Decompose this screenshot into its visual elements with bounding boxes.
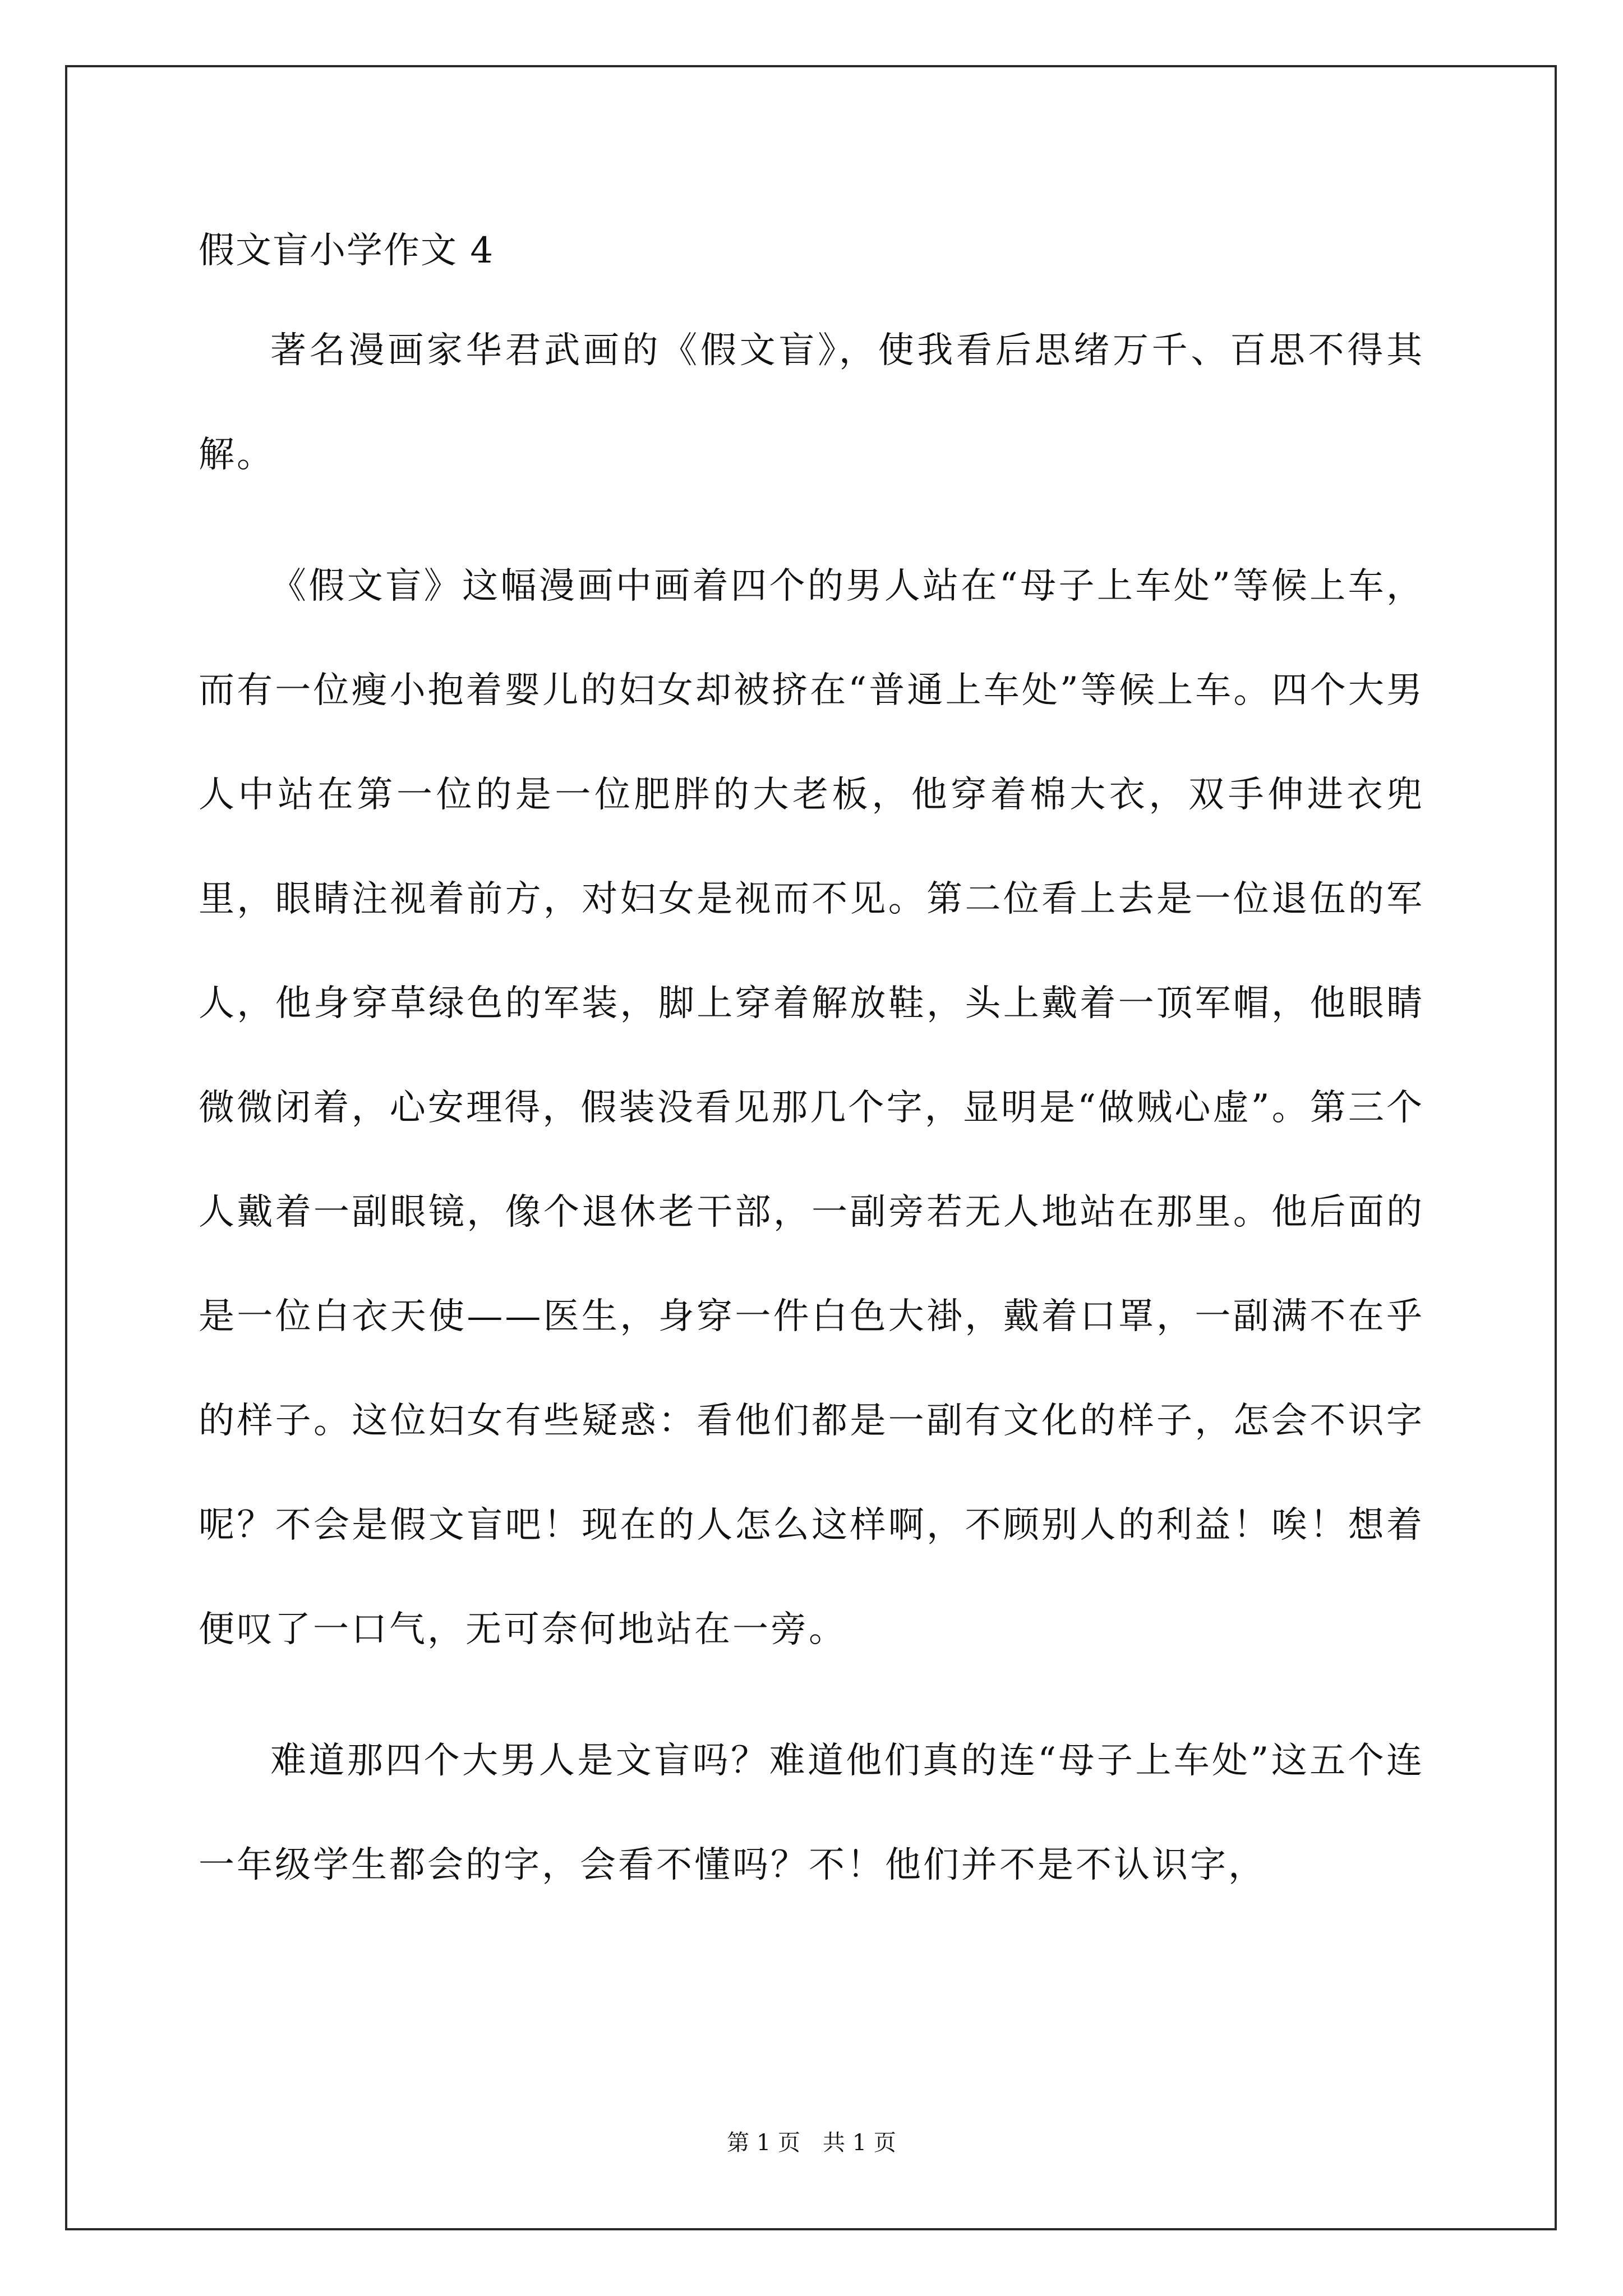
paragraph-3: 难道那四个大男人是文盲吗？难道他们真的连“母子上车处”这五个连一年级学生都会的字，会看不懂吗？不！他们并不是不认识字， xyxy=(199,1740,1424,1886)
document-body xyxy=(199,214,1424,1917)
paragraph-2: 《假文盲》这幅漫画中画着四个的男人站在“母子上车处”等候上车，而有一位瘦小抱着婴儿的妇女却被挤在“普通上车处”等候上车。四个大男人中站在第一位的是一位肥胖的大老板，他穿着棉大衣，双手伸进衣兜里，眼睛注视着前方，对妇女是视而不见。第二位看上去是一位退伍的军人，他身穿草绿色的军装，脚上穿着解放鞋，头上戴着一顶军帽，他眼睛微微闭着，心安理得，假装没看见那几个字，显明是“做贼心虚”。第三个人戴着一副眼镜，像个退休老干部，一副旁若无人地站在那里。他后面的是一位白衣天使——医生，身穿一件白色大褂，戴着口罩，一副满不在乎的样子。这位妇女有些疑惑：看他们都是一副有文化的样子，怎会不识字呢？不会是假文盲吧！现在的人怎么这样啊，不顾别人的利益！唉！想着便叹了一口气，无可奈何地站在一旁。 xyxy=(199,565,1424,1650)
document-title: 假文盲小学作文 4 xyxy=(199,230,495,272)
paragraph-1: 著名漫画家华君武画的《假文盲》，使我看后思绪万千、百思不得其解。 xyxy=(199,330,1424,476)
page-footer: 第 1 页 共 1 页 xyxy=(727,2130,896,2156)
